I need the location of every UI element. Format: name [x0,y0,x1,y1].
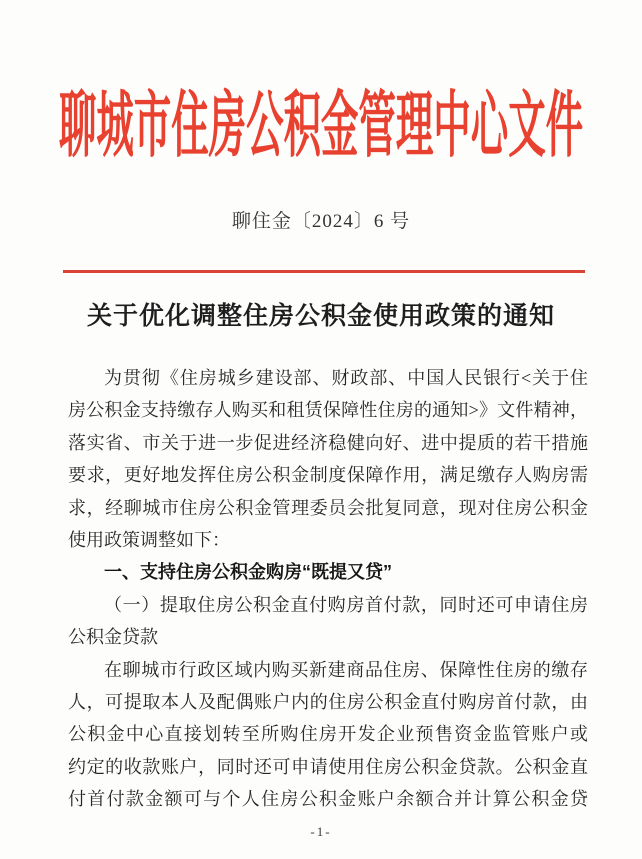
page-number: -1- [310,824,332,839]
document-title: 关于优化调整住房公积金使用政策的通知 [86,303,555,330]
document-body [68,362,588,815]
body-line: 要求，更好地发挥住房公积金制度保障作用，满足缴存人购房需 [68,465,588,486]
body-line: 使用政策调整如下： [68,529,230,550]
body-line: 求，经聊城市住房公积金管理委员会批复同意，现对住房公积金 [68,497,588,518]
body-line: （一）提取住房公积金直付购房首付款，同时还可申请住房 [104,594,588,615]
body-line: 在聊城市行政区域内购买新建商品住房、保障性住房的缴存 [104,659,588,680]
document-number: 聊住金〔2024〕6 号 [231,211,411,232]
body-line: 落实省、市关于进一步促进经济稳健向好、进中提质的若干措施 [68,432,588,453]
section-heading: 一、支持住房公积金购房“既提又贷” [104,562,392,583]
body-line: 公积金中心直接划转至所购住房开发企业预售资金监管账户或 [68,724,588,745]
body-line: 约定的收款账户，同时还可申请使用住房公积金贷款。公积金直 [68,756,588,777]
red-divider-line [63,270,585,273]
body-line: 付首付款金额可与个人住房公积金账户余额合并计算公积金贷 [68,789,588,810]
body-line: 为贯彻《住房城乡建设部、财政部、中国人民银行<关于住 [104,368,588,388]
body-line: 人，可提取本人及配偶账户内的住房公积金直付购房首付款，由 [68,691,588,712]
letterhead [0,74,642,164]
body-line: 房公积金支持缴存人购买和租赁保障性住房的通知>》文件精神， [68,400,588,421]
letterhead-title: 聊城市住房公积金管理中心文件 [58,86,584,166]
body-line: 公积金贷款 [68,627,158,648]
